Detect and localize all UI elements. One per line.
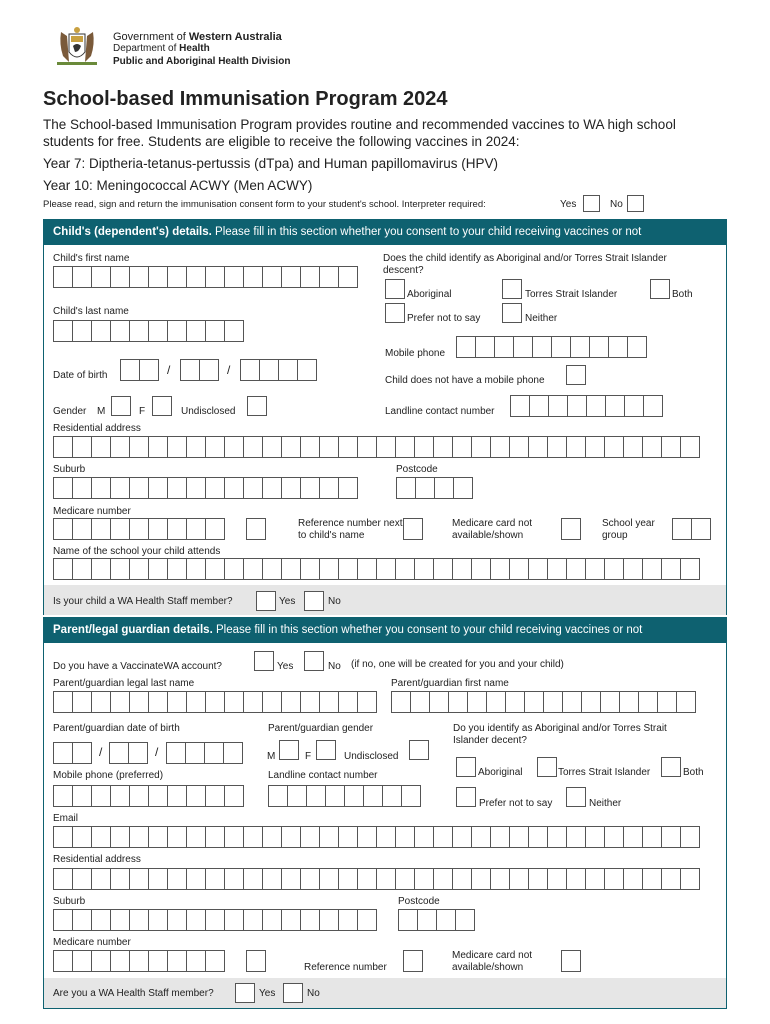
parent-medicare-input[interactable] [53,950,224,972]
child-last-name-input[interactable] [53,320,243,342]
parent-mobile-input[interactable] [53,785,243,807]
vaccinatewa-yes-checkbox[interactable] [254,651,274,671]
parent-last-name-label: Parent/guardian legal last name [53,678,195,689]
parent-header-rest: Please fill in this section whether you consent to your child receiving vaccines or not [212,624,643,636]
child-suburb-label: Suburb [53,464,86,475]
parent-postcode-input[interactable] [398,909,474,931]
vaccinatewa-yes-label: Yes [277,661,294,672]
child-section-header [43,219,727,245]
child-first-name-input[interactable] [53,266,357,288]
child-gender-m-label: M [97,406,106,417]
vaccinatewa-note: (if no, one will be created for you and your child) [351,659,564,670]
child-both-checkbox[interactable] [650,279,670,299]
child-aboriginal-checkbox[interactable] [385,279,405,299]
parent-address-label: Residential address [53,854,141,865]
gov-line-3: Public and Aboriginal Health Division [113,56,291,67]
parent-gender-undisclosed-label: Undisclosed [344,751,399,762]
child-header-rest: Please fill in this section whether you consent to your child receiving vaccines or not [211,226,642,238]
child-ref-number-box[interactable] [403,518,423,540]
parent-neither-label: Neither [589,798,622,809]
vaccinatewa-no-label: No [328,661,341,672]
child-gender-undisclosed-checkbox[interactable] [247,396,267,416]
parent-dob-year[interactable] [166,742,242,764]
child-school-name-input[interactable] [53,558,699,580]
child-staff-yes-label: Yes [279,596,296,607]
child-medicare-input[interactable] [53,518,224,540]
parent-gender-f-label: F [305,751,312,762]
child-gender-undisclosed-label: Undisclosed [181,406,236,417]
interpreter-no-checkbox[interactable] [627,195,644,212]
parent-header-bold: Parent/legal guardian details. [53,624,213,636]
child-mobile-input[interactable] [456,336,646,358]
child-landline-label: Landline contact number [385,406,495,417]
parent-email-label: Email [53,813,79,824]
year7-text: Year 7: Diptheria-tetanus-pertussis (dTpa) and Human papillomavirus (HPV) [43,156,498,171]
gov-prefix: Government of [113,31,189,43]
parent-mobile-label: Mobile phone (preferred) [53,770,164,781]
child-prefer-not-label: Prefer not to say [407,313,481,324]
parent-aboriginal-checkbox[interactable] [456,757,476,777]
parent-staff-no-checkbox[interactable] [283,983,303,1003]
parent-medicare-na-checkbox[interactable] [561,950,581,972]
child-dob-year[interactable] [240,359,316,381]
child-no-mobile-checkbox[interactable] [566,365,586,385]
child-aboriginal-question: Does the child identify as Aboriginal and/or Torres Strait Islander descent? [383,253,667,276]
parent-dob-label: Parent/guardian date of birth [53,723,180,734]
parent-section-header [43,617,727,643]
child-suburb-input[interactable] [53,477,357,499]
parent-staff-no-label: No [307,988,320,999]
parent-medicare-na-label: Medicare card not available/shown [452,950,533,973]
parent-torres-checkbox[interactable] [537,757,557,777]
vaccinatewa-no-checkbox[interactable] [304,651,324,671]
parent-dob-day[interactable] [53,742,91,764]
child-gender-m-checkbox[interactable] [111,396,131,416]
parent-aboriginal-question: Do you identify as Aboriginal and/or Torres Strait Islander decent? [453,723,667,746]
child-dob-day[interactable] [120,359,158,381]
child-medicare-na-label: Medicare card not available/shown [452,518,533,541]
gov-bold: Western Australia [188,31,282,43]
parent-both-checkbox[interactable] [661,757,681,777]
child-ref-number-label: Reference number next to child's name [298,518,403,541]
interpreter-no-label: No [610,199,623,210]
parent-email-input[interactable] [53,826,699,848]
dob-separator-1: / [167,363,171,377]
child-last-name-label: Child's last name [53,306,129,317]
wa-crest-logo [47,24,107,70]
interpreter-yes-checkbox[interactable] [583,195,600,212]
parent-torres-label: Torres Strait Islander [558,767,651,778]
dob-separator-2: / [227,363,231,377]
parent-suburb-label: Suburb [53,896,86,907]
page-title: School-based Immunisation Program 2024 [43,88,448,110]
parent-prefer-not-label: Prefer not to say [479,798,553,809]
child-dob-month[interactable] [180,359,218,381]
parent-dob-month[interactable] [109,742,147,764]
child-school-year-label: School year group [602,518,655,541]
child-postcode-label: Postcode [396,464,438,475]
child-header-bold: Child's (dependent's) details. [53,226,212,238]
parent-gender-undisclosed-checkbox[interactable] [409,740,429,760]
parent-ref-number-label: Reference number [304,962,387,973]
parent-ref-number-box[interactable] [403,950,423,972]
parent-dob-separator-1: / [99,745,103,759]
child-torres-label: Torres Strait Islander [525,289,618,300]
child-torres-checkbox[interactable] [502,279,522,299]
year10-text: Year 10: Meningococcal ACWY (Men ACWY) [43,178,313,193]
intro-text: The School-based Immunisation Program provides routine and recommended vaccines to WA high school students for free. Students are eligible to receive the following vaccines in 2024: [43,117,676,149]
child-both-label: Both [672,289,693,300]
dept-bold: Health [179,43,210,54]
parent-staff-yes-checkbox[interactable] [235,983,255,1003]
child-staff-question: Is your child a WA Health Staff member? [53,596,233,607]
parent-first-name-label: Parent/guardian first name [391,678,509,689]
child-school-name-label: Name of the school your child attends [53,546,221,557]
parent-postcode-label: Postcode [398,896,440,907]
child-gender-f-label: F [139,406,146,417]
child-postcode-input[interactable] [396,477,472,499]
parent-dob-separator-2: / [155,745,159,759]
parent-gender-label: Parent/guardian gender [268,723,374,734]
child-aboriginal-label: Aboriginal [407,289,452,300]
parent-landline-input[interactable] [268,785,420,807]
child-first-name-label: Child's first name [53,253,130,264]
child-address-input[interactable] [53,436,699,458]
child-medicare-na-checkbox[interactable] [561,518,581,540]
parent-neither-checkbox[interactable] [566,787,586,807]
parent-last-name-input[interactable] [53,691,376,713]
parent-gender-m-label: M [267,751,276,762]
child-gender-f-checkbox[interactable] [152,396,172,416]
parent-staff-question: Are you a WA Health Staff member? [53,988,214,999]
vaccinatewa-question: Do you have a VaccinateWA account? [53,661,222,672]
child-no-mobile-label: Child does not have a mobile phone [385,375,545,386]
child-prefer-not-checkbox[interactable] [385,303,405,323]
parent-medicare-extra-box[interactable] [246,950,266,972]
child-gender-label: Gender [53,406,87,417]
parent-gender-m-checkbox[interactable] [279,740,299,760]
interpreter-yes-label: Yes [560,199,577,210]
child-mobile-label: Mobile phone [385,348,446,359]
child-school-year-input[interactable] [672,518,710,540]
parent-first-name-input[interactable] [391,691,695,713]
parent-address-input[interactable] [53,868,699,890]
child-staff-no-checkbox[interactable] [304,591,324,611]
instruction-text: Please read, sign and return the immunisation consent form to your student's school. Interpreter required: [43,199,486,210]
parent-gender-f-checkbox[interactable] [316,740,336,760]
child-dob-label: Date of birth [53,370,108,381]
gov-line-1 [113,31,282,43]
parent-landline-label: Landline contact number [268,770,378,781]
child-medicare-label: Medicare number [53,506,131,517]
parent-prefer-not-checkbox[interactable] [456,787,476,807]
child-staff-yes-checkbox[interactable] [256,591,276,611]
dept-prefix: Department of [113,43,180,54]
child-neither-checkbox[interactable] [502,303,522,323]
child-staff-no-label: No [328,596,341,607]
parent-aboriginal-label: Aboriginal [478,767,523,778]
parent-staff-yes-label: Yes [259,988,276,999]
child-neither-label: Neither [525,313,558,324]
parent-both-label: Both [683,767,704,778]
gov-line-2 [113,43,210,55]
parent-suburb-input[interactable] [53,909,376,931]
child-landline-input[interactable] [510,395,662,417]
child-address-label: Residential address [53,423,141,434]
parent-medicare-label: Medicare number [53,937,131,948]
child-medicare-ref-box[interactable] [246,518,266,540]
